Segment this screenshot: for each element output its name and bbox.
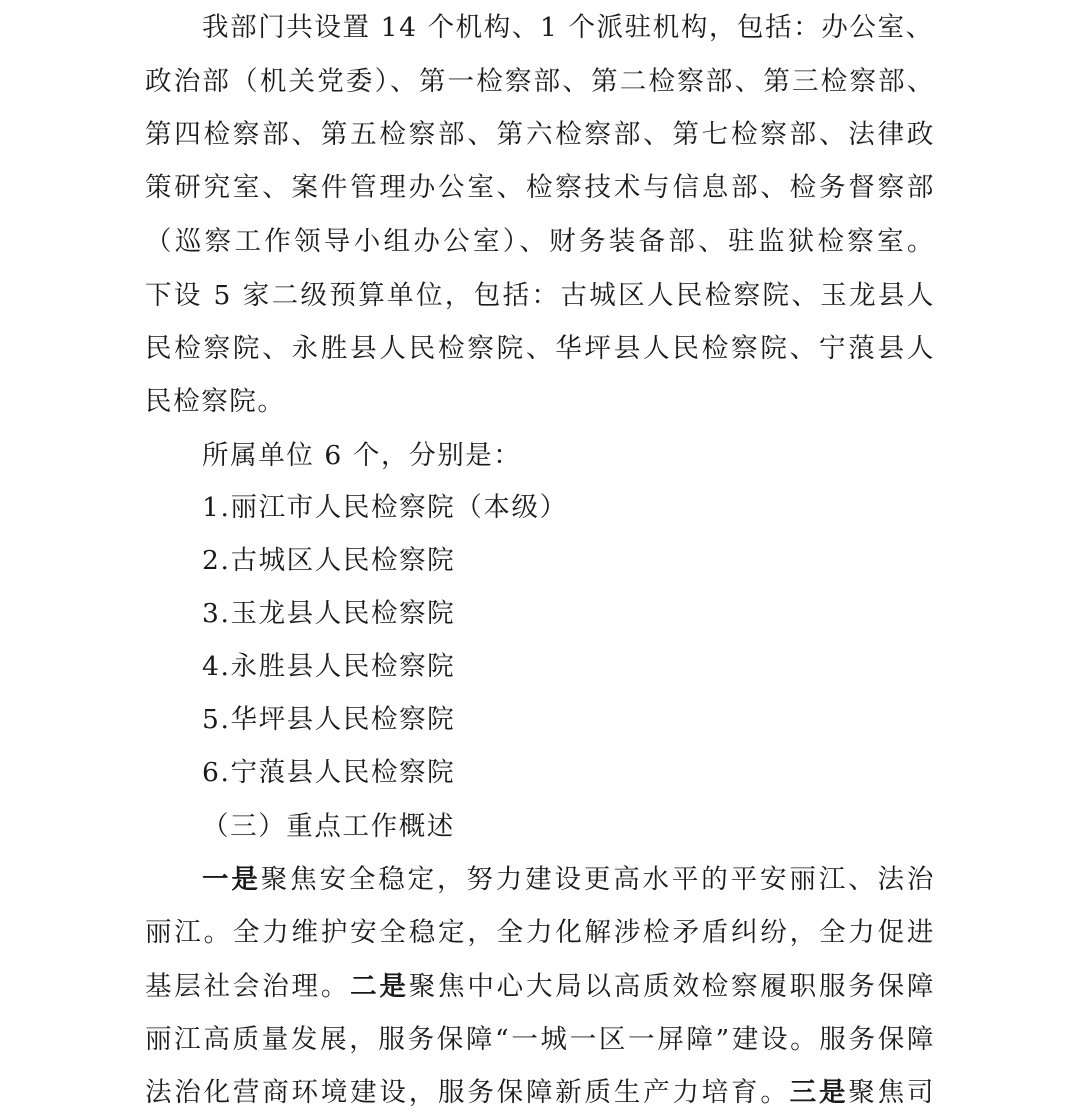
unit-item: 4.永胜县人民检察院 bbox=[202, 651, 456, 682]
paragraph-line: 丽江高质量发展，服务保障“一城一区一屏障”建设。服务保障 bbox=[145, 1024, 935, 1055]
unit-item: 1.丽江市人民检察院（本级） bbox=[202, 492, 568, 523]
paragraph-line bbox=[145, 1066, 935, 1119]
section-heading: （三）重点工作概述 bbox=[202, 811, 455, 842]
paragraph-text: 聚焦司 bbox=[848, 1077, 935, 1108]
paragraph-line bbox=[145, 960, 935, 1013]
paragraph-line: 第四检察部、第五检察部、第六检察部、第七检察部、法律政 bbox=[145, 119, 935, 150]
unit-item: 5.华坪县人民检察院 bbox=[202, 704, 456, 735]
paragraph-line: 策研究室、案件管理办公室、检察技术与信息部、检务督察部 bbox=[145, 172, 935, 203]
paragraph-line: 政治部（机关党委）、第一检察部、第二检察部、第三检察部、 bbox=[145, 66, 935, 97]
emphasis-text: 二是 bbox=[350, 971, 409, 1002]
emphasis-text: 三是 bbox=[789, 1077, 849, 1108]
paragraph-line: 民检察院、永胜县人民检察院、华坪县人民检察院、宁蒗县人 bbox=[145, 333, 935, 364]
unit-item: 6.宁蒗县人民检察院 bbox=[202, 757, 456, 788]
paragraph-text: 聚焦安全稳定，努力建设更高水平的平安丽江、法治 bbox=[260, 864, 935, 895]
paragraph-text: 聚焦中心大局以高质效检察履职服务保障 bbox=[408, 971, 935, 1002]
emphasis-text: 一是 bbox=[202, 864, 261, 895]
paragraph-line: 丽江。全力维护安全稳定，全力化解涉检矛盾纠纷，全力促进 bbox=[145, 917, 935, 948]
paragraph-line bbox=[202, 853, 935, 906]
paragraph-line: 我部门共设置 14 个机构、1 个派驻机构，包括：办公室、 bbox=[202, 12, 934, 43]
paragraph-line: 民检察院。 bbox=[145, 386, 286, 417]
paragraph-line: （巡察工作领导小组办公室）、财务装备部、驻监狱检察室。 bbox=[145, 226, 935, 257]
unit-item: 3.玉龙县人民检察院 bbox=[202, 598, 456, 629]
units-intro: 所属单位 6 个，分别是： bbox=[202, 440, 522, 471]
paragraph-text: 基层社会治理。 bbox=[145, 971, 351, 1002]
paragraph-line: 下设 5 家二级预算单位，包括：古城区人民检察院、玉龙县人 bbox=[145, 280, 935, 311]
unit-item: 2.古城区人民检察院 bbox=[202, 545, 456, 576]
paragraph-text: 法治化营商环境建设，服务保障新质生产力培育。 bbox=[145, 1077, 790, 1108]
